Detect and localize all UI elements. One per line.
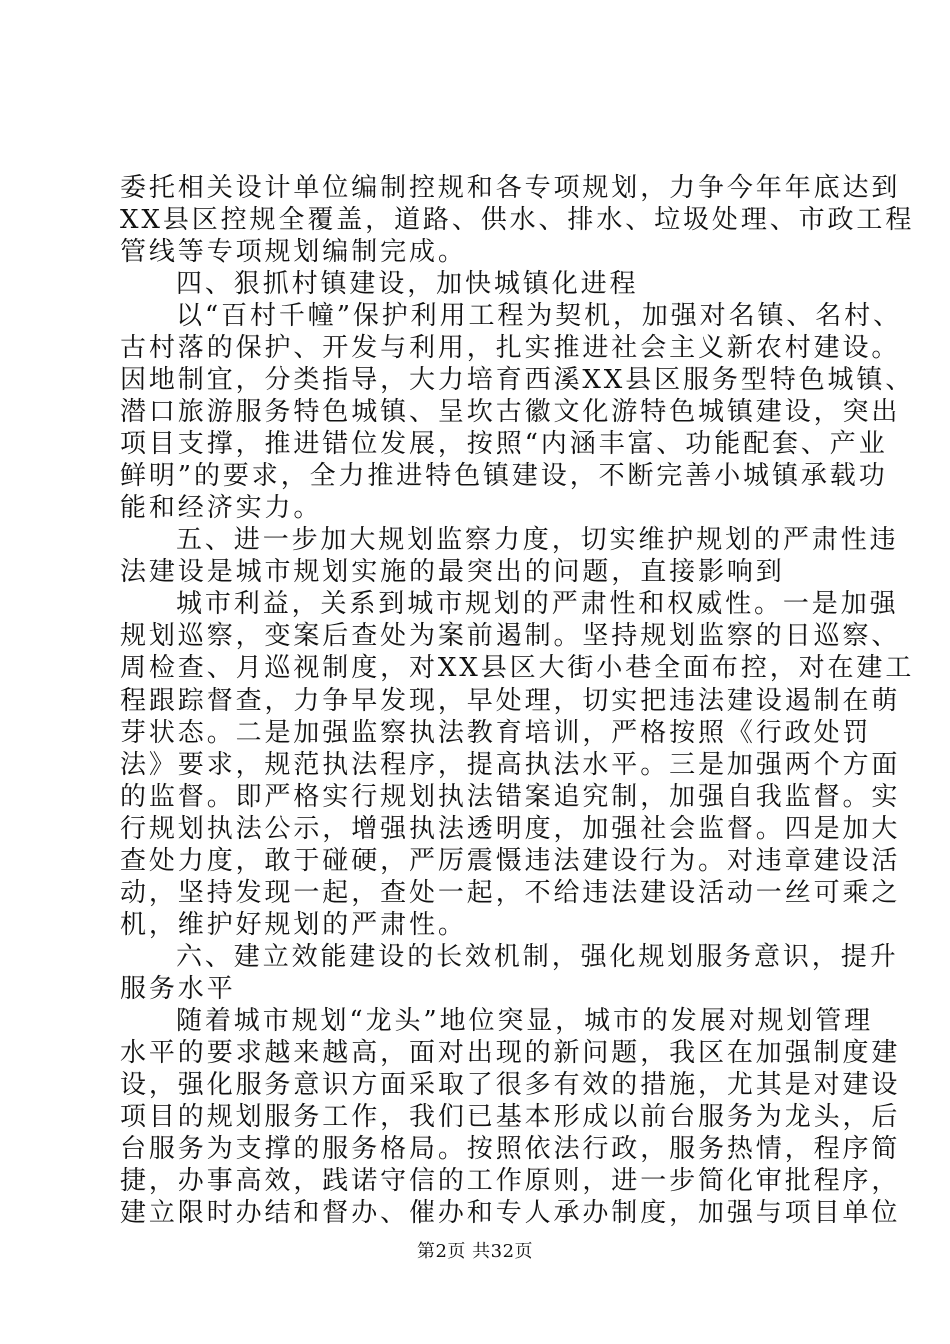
text-line: 捷，办事高效，践诺守信的工作原则，进一步简化审批程序，: [120, 1165, 901, 1196]
text-line: 法建设是城市规划实施的最突出的问题，直接影响到: [120, 557, 785, 588]
text-line: 设，强化服务意识方面采取了很多有效的措施，尤其是对建设: [120, 1069, 901, 1100]
text-line: 鲜明”的要求，全力推进特色镇建设，不断完善小城镇承载功: [120, 461, 888, 492]
section-heading: 五、进一步加大规划监察力度，切实维护规划的严肃性违: [176, 525, 899, 556]
text-line: 项目的规划服务工作，我们已基本形成以前台服务为龙头，后: [120, 1101, 901, 1132]
section-heading: 六、建立效能建设的长效机制，强化规划服务意识，提升: [176, 941, 899, 972]
text-line: 查处力度，敢于碰硬，严厉震慑违法建设行为。对违章建设活: [120, 845, 901, 876]
text-line: 城市利益，关系到城市规划的严肃性和权威性。一是加强: [176, 589, 899, 620]
text-line: 以“百村千幢”保护利用工程为契机，加强对名镇、名村、: [176, 301, 902, 332]
text-line: 建立限时办结和督办、催办和专人承办制度，加强与项目单位: [120, 1198, 901, 1228]
text-line: 古村落的保护、开发与利用，扎实推进社会主义新农村建设。: [120, 333, 901, 364]
text-line: 因地制宜，分类指导，大力培育西溪XX县区服务型特色城镇、: [120, 365, 915, 396]
text-line: 周检查、月巡视制度，对XX县区大街小巷全面布控，对在建工: [120, 653, 915, 684]
text-line: 项目支撑，推进错位发展，按照“内涵丰富、功能配套、产业: [120, 429, 888, 460]
text-line: 潜口旅游服务特色城镇、呈坎古徽文化游特色城镇建设，突出: [120, 397, 901, 428]
text-line: 程跟踪督查，力争早发现，早处理，切实把违法建设遏制在萌: [120, 685, 901, 716]
text-line: 规划巡察，变案后查处为案前遏制。坚持规划监察的日巡察、: [120, 621, 901, 652]
text-line: 芽状态。二是加强监察执法教育培训，严格按照《行政处罚: [120, 717, 872, 748]
text-line: 随着城市规划“龙头”地位突显，城市的发展对规划管理: [176, 1005, 874, 1036]
text-line: 水平的要求越来越高，面对出现的新问题，我区在加强制度建: [120, 1037, 901, 1068]
text-line: 机，维护好规划的严肃性。: [120, 909, 467, 940]
text-line: 管线等专项规划编制完成。: [120, 237, 467, 268]
text-line: XX县区控规全覆盖，道路、供水、排水、垃圾处理、市政工程: [120, 205, 915, 236]
page-footer: 第2页 共32页: [416, 1241, 534, 1262]
text-line: 动，坚持发现一起，查处一起，不给违法建设活动一丝可乘之: [120, 877, 901, 908]
section-heading: 四、狠抓村镇建设，加快城镇化进程: [176, 269, 639, 300]
text-line: 服务水平: [120, 973, 236, 1004]
text-line: 台服务为支撑的服务格局。按照依法行政，服务热情，程序简: [120, 1133, 901, 1164]
text-line: 法》要求，规范执法程序，提高执法水平。三是加强两个方面: [120, 749, 901, 780]
text-line: 行规划执法公示，增强执法透明度，加强社会监督。四是加大: [120, 813, 901, 844]
text-line: 的监督。即严格实行规划执法错案追究制，加强自我监督。实: [120, 781, 901, 812]
text-line: 能和经济实力。: [120, 493, 323, 524]
text-line: 委托相关设计单位编制控规和各专项规划，力争今年年底达到: [120, 173, 901, 203]
